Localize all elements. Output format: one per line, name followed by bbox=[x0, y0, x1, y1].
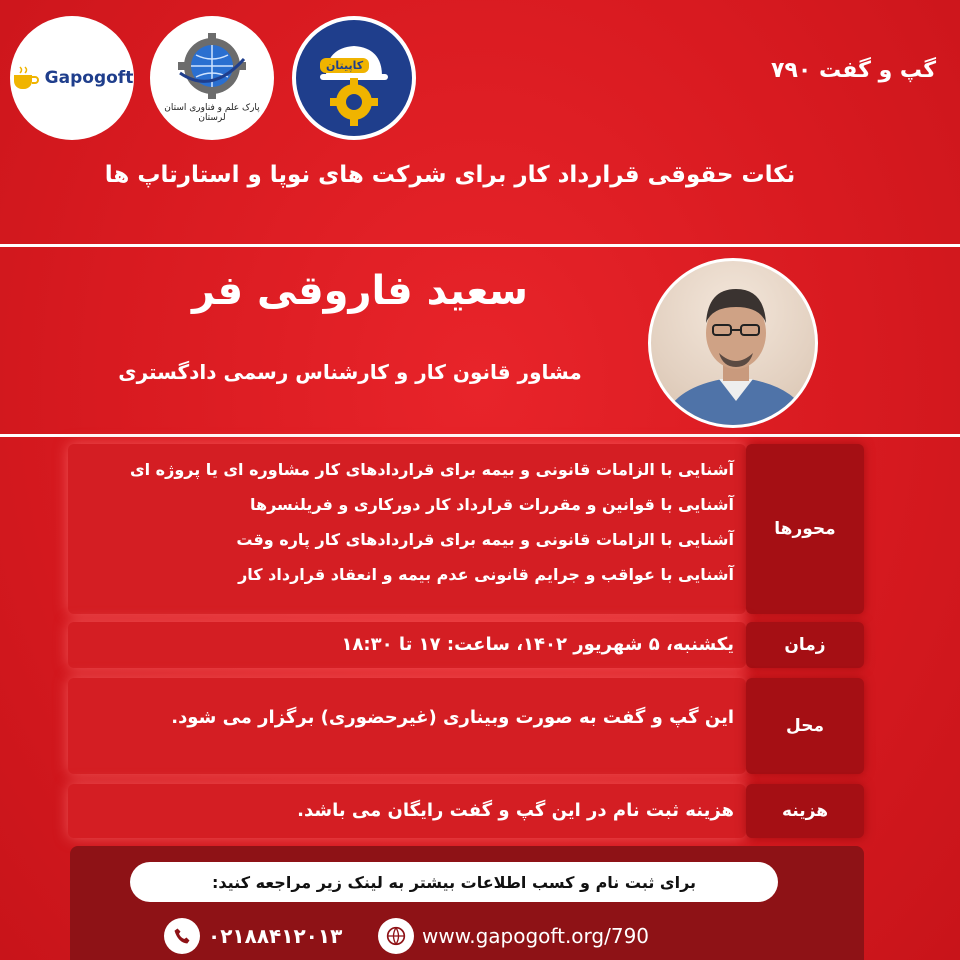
topic-item: آشنایی با عواقب و جرایم قانونی عدم بیمه و انعقاد قرارداد کار bbox=[238, 565, 734, 584]
phone-number: ۰۲۱۸۸۴۱۲۰۱۳ bbox=[208, 924, 343, 948]
science-park-caption: پارک علم و فناوری استان لرستان bbox=[164, 103, 260, 123]
speaker-role: مشاور قانون کار و کارشناس رسمی دادگستری bbox=[118, 360, 582, 384]
globe-gear-icon bbox=[176, 33, 248, 99]
kapitan-logo-text: کاپیتان bbox=[320, 58, 369, 73]
gapogoft-logo-text: Gapogoft bbox=[44, 68, 134, 88]
science-park-logo bbox=[150, 16, 274, 140]
topics-panel bbox=[68, 444, 746, 614]
gapogoft-logo bbox=[10, 16, 134, 140]
time-value: یکشنبه، ۵ شهریور ۱۴۰۲، ساعت: ۱۷ تا ۱۸:۳۰ bbox=[68, 622, 746, 668]
place-value: این گپ و گفت به صورت وبیناری (غیرحضوری) برگزار می شود. bbox=[68, 678, 746, 774]
time-label: زمان bbox=[746, 622, 864, 668]
coffee-cup-icon bbox=[11, 65, 41, 91]
speaker-name: سعید فاروقی فر bbox=[191, 268, 529, 314]
divider-top bbox=[0, 244, 960, 247]
divider-middle bbox=[0, 434, 960, 437]
topic-item: آشنایی با قوانین و مقررات قرارداد کار دورکاری و فریلنسرها bbox=[249, 495, 734, 514]
event-title: نکات حقوقی قرارداد کار برای شرکت های نوپا و استارتاپ ها bbox=[104, 162, 796, 188]
website-link[interactable] bbox=[378, 918, 649, 954]
topic-item: آشنایی با الزامات قانونی و بیمه برای قراردادهای کار پاره وقت bbox=[236, 530, 734, 549]
globe-icon bbox=[378, 918, 414, 954]
topic-item: آشنایی با الزامات قانونی و بیمه برای قراردادهای کار مشاوره ای یا پروژه ای bbox=[129, 460, 734, 479]
speaker-photo bbox=[648, 258, 818, 428]
phone-icon bbox=[164, 918, 200, 954]
phone-contact[interactable] bbox=[164, 918, 342, 954]
series-title: گپ و گفت ۷۹۰ bbox=[771, 58, 936, 83]
registration-cta: برای ثبت نام و کسب اطلاعات بیشتر به لینک زیر مراجعه کنید: bbox=[130, 862, 778, 902]
helmet-gear-icon bbox=[304, 28, 404, 128]
place-label: محل bbox=[746, 678, 864, 774]
cost-label: هزینه bbox=[746, 784, 864, 838]
speaker-portrait-icon bbox=[651, 261, 818, 428]
website-url: www.gapogoft.org/790 bbox=[422, 924, 650, 948]
topics-label: محورها bbox=[746, 444, 864, 614]
kapitan-logo bbox=[292, 16, 416, 140]
cost-value: هزینه ثبت نام در این گپ و گفت رایگان می باشد. bbox=[68, 784, 746, 838]
